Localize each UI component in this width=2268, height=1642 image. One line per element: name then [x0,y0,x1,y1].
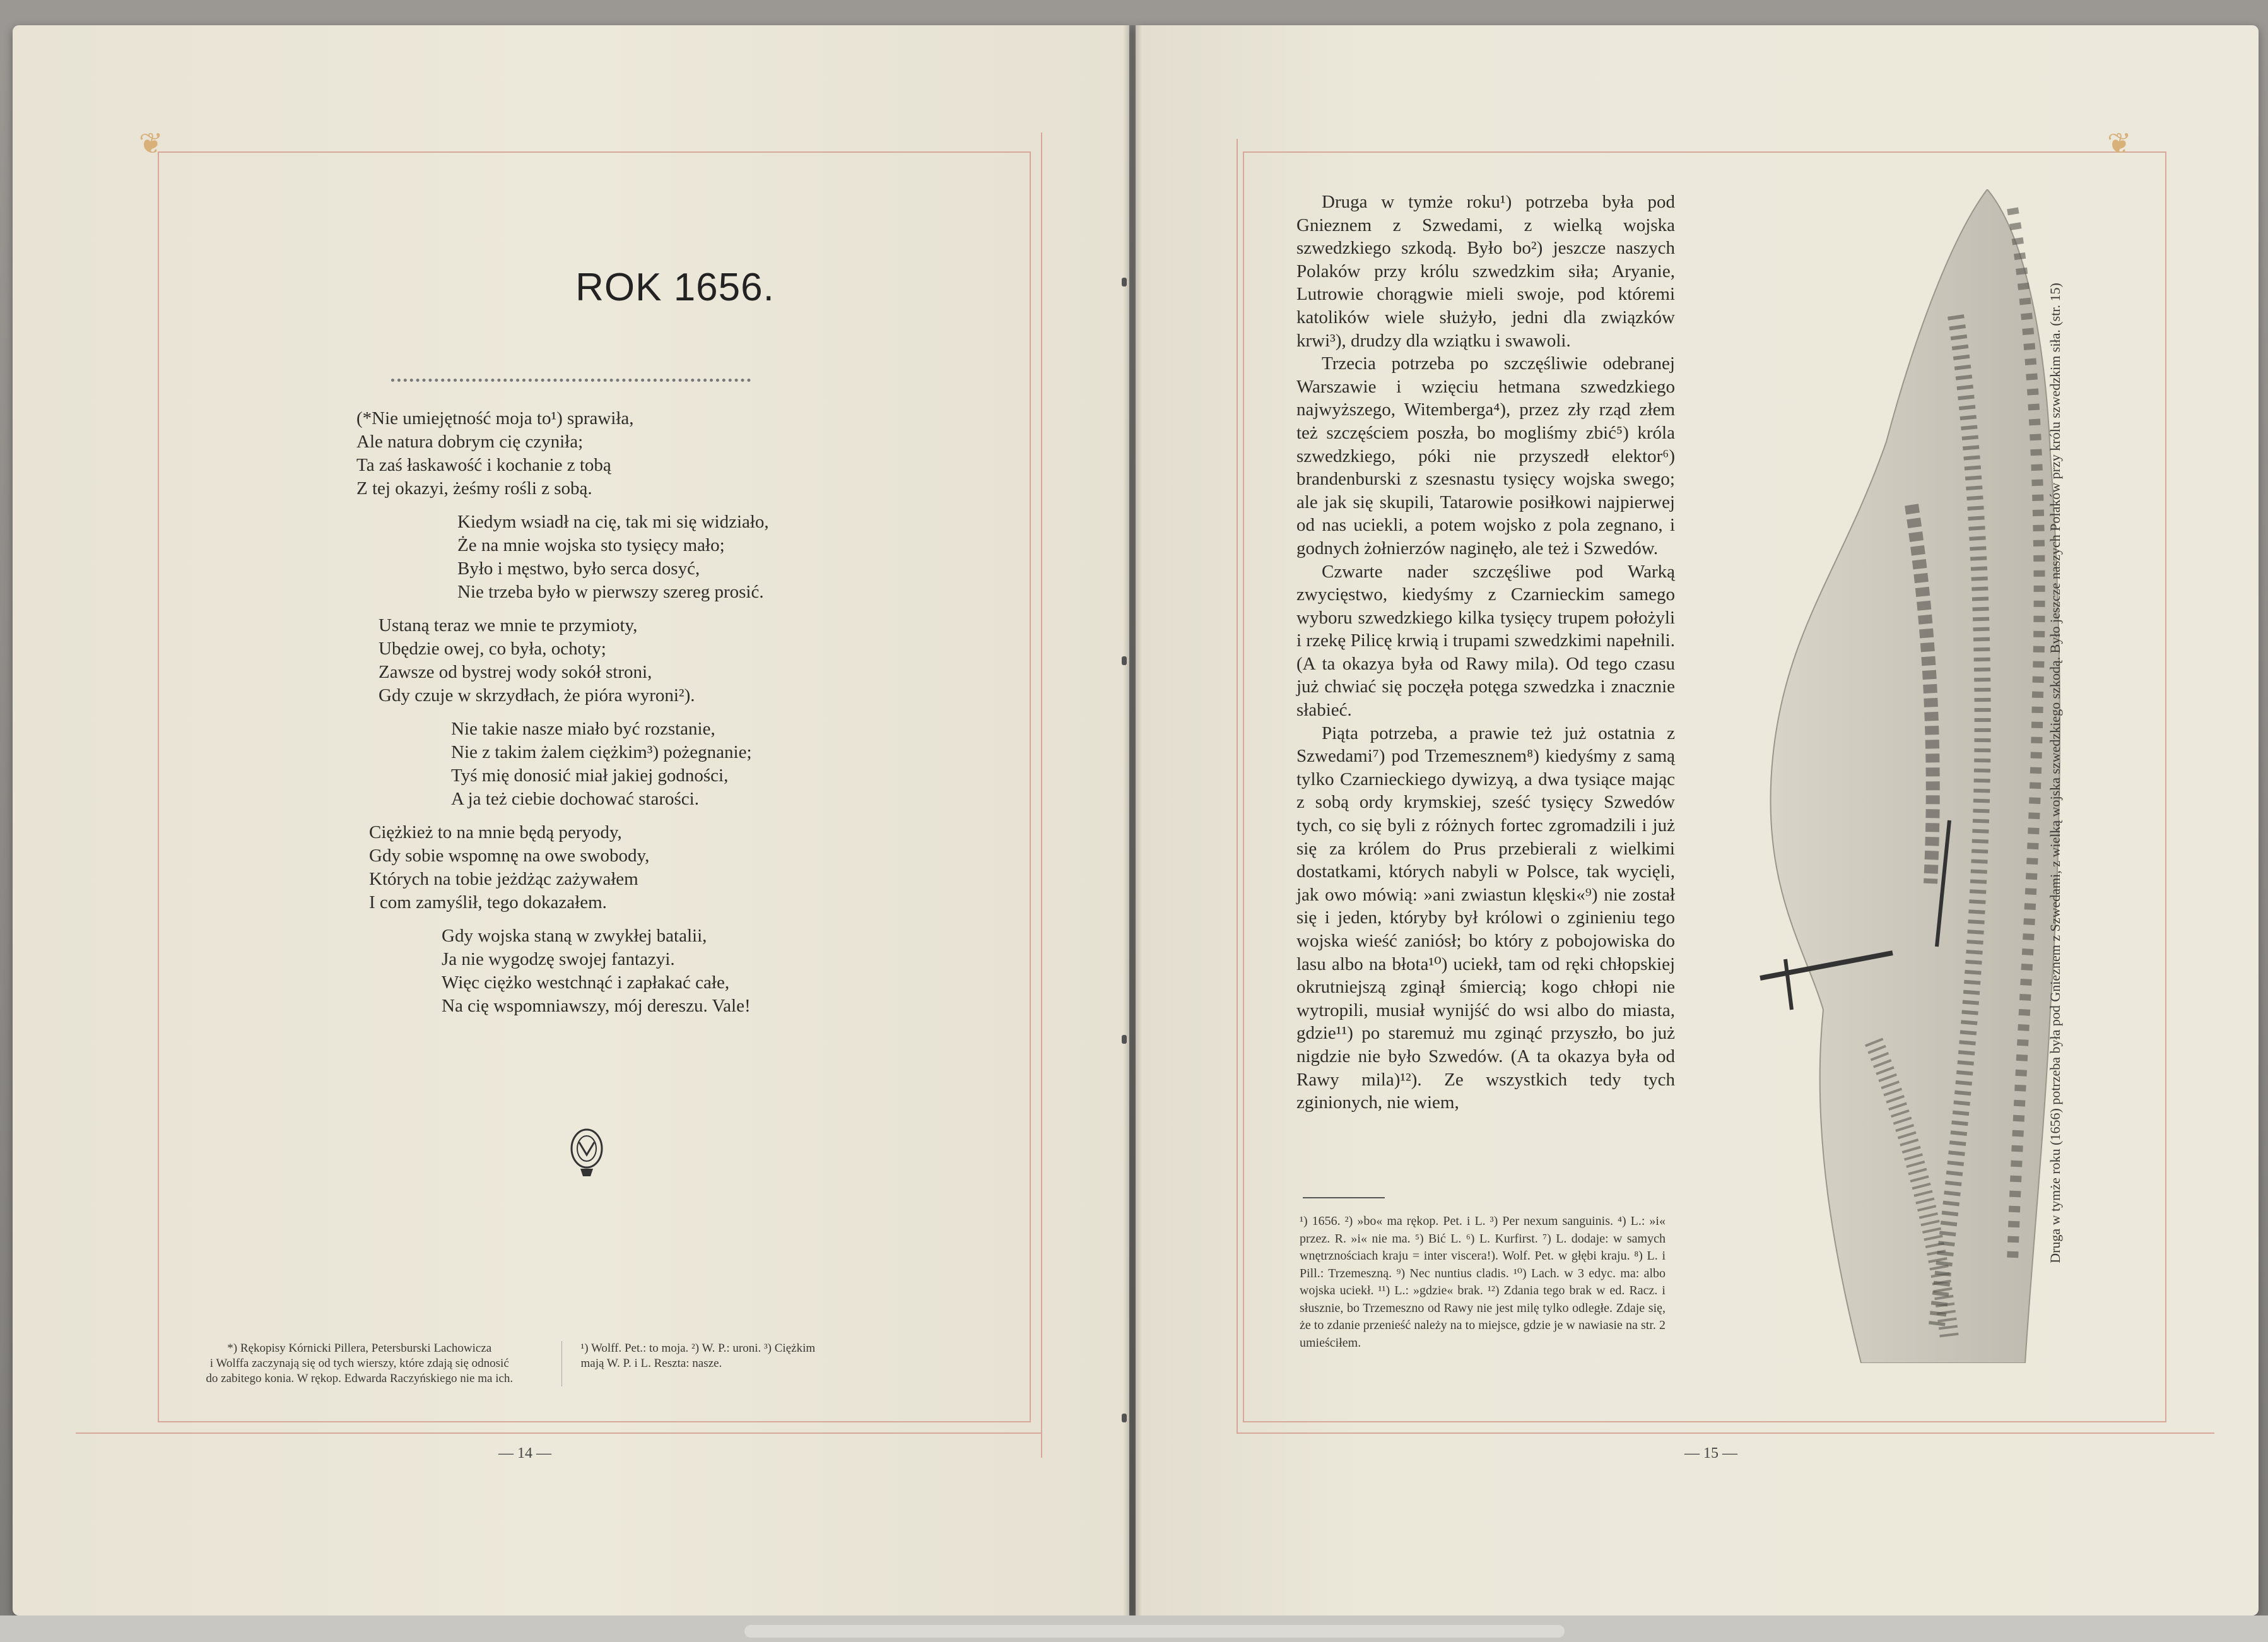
poem-line: Więc ciężko westchnąć i zapłakać całe, [442,972,730,993]
poem-line: Na cię wspomniawszy, mój dereszu. Vale! [442,996,751,1016]
poem-stanza [356,821,861,914]
poem-stanza [356,407,861,500]
footnote-line: do zabitego konia. W rękop. Edwarda Raczyńskiego nie ma ich. [206,1372,514,1385]
left-frame-outer-bottom [76,1432,1041,1434]
poem-line: Ubędzie owej, co była, ochoty; [379,639,606,659]
ruler-object [744,1625,1565,1638]
poem-stanza [356,614,861,707]
poem-line: I com zamyślił, tego dokazałem. [369,892,607,913]
poem-line: Nie trzeba było w pierwszy szereg prosić. [457,582,764,602]
page-number: — 15 — [1684,1445,1737,1462]
corner-ornament-icon: ❦ [2107,127,2132,160]
poem-line: Ta zaś łaskawość i kochanie z tobą [356,455,611,475]
corner-ornament-icon: ❦ [139,127,163,160]
printer-emblem-icon [568,1123,606,1180]
body-text [1296,191,1675,1114]
poem-line: Ja nie wygodzę swojej fantazyi. [442,949,675,969]
footnote-line: *) Rękopisy Kórnicki Pillera, Petersburski Lachowicza [227,1342,492,1355]
chapter-title: ROK 1656. [575,266,775,309]
footnote-separator [1303,1197,1385,1198]
dotted-divider [391,379,751,382]
right-footnotes: ¹) 1656. ²) »bo« ma rękop. Pet. i L. ³) Per nexum sanguinis. ⁴) L.: »i« przez. R. »i« nie ma. ⁵) Bić L. ⁶) L. Kurfirst. ⁷) L. dodaje: w samych wnętrznościach kraju = inter viscera!). Wolf. Pet. w głębi kraju. ⁸) L. i Pill.: Trzemeszną. ⁹) Nec nuntius cladis. ¹⁰) Lach. w 3 edyc. ma: albo wojska uciekł. ¹¹) L.: »gdzie« brak. ¹²) Zdania tego brak w ed. Racz. i słusznie, bo Trzemeszno od Rawy nie jest milę tylko odległe. Zdaje się, że to zdanie przenieść należy na to miejsce, gdzie je w nawiasie na str. 2 umieściłem. [1300,1214,1666,1350]
page-number: — 14 — [498,1445,551,1462]
footnote-column [170,1341,562,1386]
poem-line: Ciężkież to na mnie będą peryody, [369,822,622,842]
battle-illustration [1748,189,2076,1363]
poem-line: Kiedym wsiadł na cię, tak mi się widziało, [457,512,769,532]
paragraph: Czwarte nader szczęśliwe pod Warką zwycięstwo, kiedyśmy z Czarnieckim samego wyboru szwedzkiego kilka tysięcy trupem położyli i rzekę Pilicę krwią i trupami szwedzkimi napełnili. (A ta okazya była od Rawy mila). Od tego czasu już chwiać się poczęła potęga szwedzka i znacznie słabieć. [1296,561,1675,721]
paragraph: Druga w tymże roku¹) potrzeba była pod Gnieznem z Szwedami, z wielką wojska szwedzkiego szkodą. Było bo²) jeszcze naszych Polaków przy królu szwedzkim siła; Aryanie, Lutrowie chorągwie mieli swoje, pod któremi katolików wiele służyło, jedni dla związków krwi³), drudzy dla wziątku i swawoli. [1296,192,1675,351]
footnote-line: ¹) Wolff. Pet.: to moja. ²) W. P.: uroni. ³) Ciężkim [580,1342,816,1355]
poem-line: Ale natura dobrym cię czyniła; [356,432,584,452]
poem-line: Ustaną teraz we mnie te przymioty, [379,615,638,635]
left-page [13,25,1129,1615]
poem-line: Nie takie nasze miało być rozstanie, [451,719,715,739]
poem-line: A ja też ciebie dochować starości. [451,789,699,809]
paragraph: Piąta potrzeba, a prawie też już ostatnia z Szwedami⁷) pod Trzemesznem⁸) kiedyśmy z samą tylko Czarnieckiego dywizyą, a dwa tysiące mając z sobą ordy krymskiej, sześć tysięcy Szwedów tych, co się byli z różnych fortec zgromadzili i już się za królem do Prus przebierali z wielkimi dostatkami, których nabyli w Polsce, tak wycięli, jak owo mówią: »ani zwiastun klęski«⁹) nie został się i jeden, któryby był królowi o zginieniu tego wojska wieść zaniósł; bo który z pobojowiska do lasu albo na błota¹⁰) uciekł, tam od ręki chłopskiej okrutniejszą zginął śmiercią; kogo chłopi nie wytropili, musiał wynijść do wsi albo do miasta, gdzie¹¹) po staremuż mu zginąć przyszło, bo już nigdzie nie było Szwedów. (A ta okazya była od Rawy mila)¹²). Ze wszystkich tedy tych zginionych, nie wiem, [1296,723,1675,1113]
poem-line: Gdy wojska staną w zwykłej batalii, [442,926,707,946]
right-frame-outer-bottom [1237,1432,2214,1434]
poem-stanza [356,511,861,604]
poem-line: Nie z takim żalem ciężkim³) pożegnanie; [451,742,752,762]
poem-line: Że na mnie wojska sto tysięcy mało; [457,535,725,555]
footnote-column [562,1341,984,1386]
left-frame-outer-right [1041,133,1042,1458]
left-footnotes [170,1341,984,1386]
poem-line: Tyś mię donosić miał jakiej godności, [451,765,729,786]
poem [356,407,861,1028]
poem-stanza [356,924,861,1018]
book-gutter [1123,25,1142,1615]
poem-line: Gdy sobie wspomnę na owe swobody, [369,846,650,866]
poem-line: Z tej okazyi, żeśmy rośli z sobą. [356,478,592,499]
open-book [0,25,2268,1628]
right-frame-outer-left [1237,139,1238,1432]
poem-line: (*Nie umiejętność moja to¹) sprawiła, [356,408,634,428]
footnote-line: mają W. P. i L. Reszta: nasze. [580,1357,722,1370]
poem-line: Zawsze od bystrej wody sokół stroni, [379,662,652,682]
poem-line: Których na tobie jeżdżąc zażywałem [369,869,638,889]
paragraph: Trzecia potrzeba po szczęśliwie odebranej Warszawie i wzięciu hetmana szwedzkiego najwyższego, Witemberga⁴), przez zły rząd złem też szczęściem poszła, bo mogliśmy zbić⁵) króla szwedzkiego, póki nie przyszedł elektor⁶) brandenburski z szesnastu tysięcy wojska swego; ale jak się skupili, Tatarowie posiłkowi najpierwej od nas uciekli, a potem wojsko z pola zegnano, i godnych żołnierzów naginęło, ale też i Szwedów. [1296,353,1675,558]
poem-line: Było i męstwo, było serca dosyć, [457,558,700,579]
illustration-caption: Druga w tymże roku (1656) potrzeba była pod Gnieznem z Szwedami, z wielką wojska szwedzkiego szkodą. Było jeszcze naszych Polaków przy królu szwedzkim siła. (str. 15) [2047,283,2063,1263]
poem-line: Gdy czuje w skrzydłach, że pióra wyroni²). [379,685,695,706]
footnote-line: i Wolffa zaczynają się od tych wierszy, które zdają się odnosić [209,1357,509,1370]
poem-stanza [356,718,861,811]
